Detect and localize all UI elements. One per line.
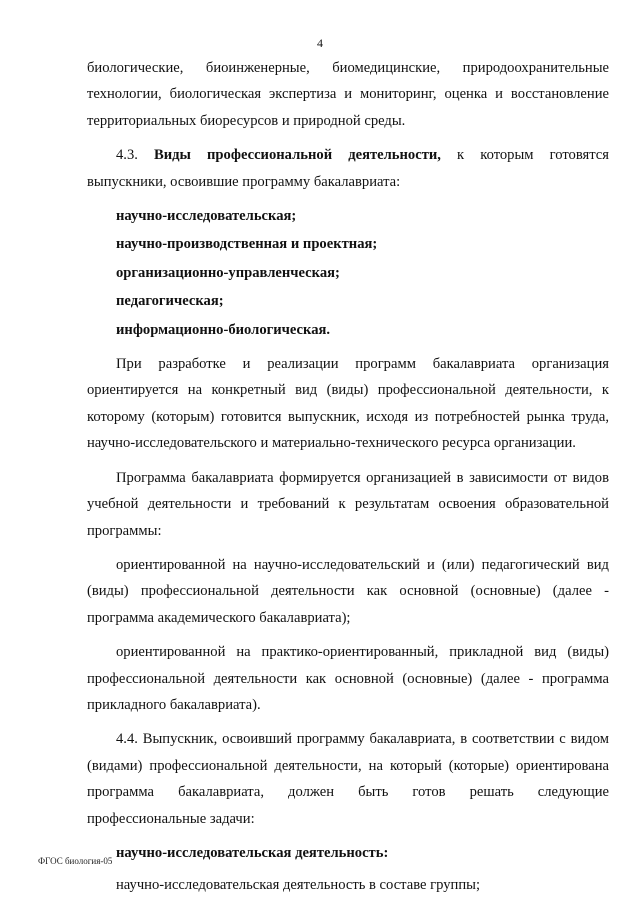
section-4-3-text: к которым готовятся выпускники, освоившие программу бакалавриата: (87, 147, 609, 190)
section-4-3-number: 4.3. (116, 147, 138, 164)
activity-type-item: научно-производственная и проектная; (116, 236, 378, 253)
formation-paragraph: Программа бакалавриата формируется организацией в зависимости от видов учебной деятельности и требований к результатам освоения образовательной программы: (87, 469, 609, 539)
section-4-3-paragraph (87, 142, 609, 195)
activity-types-list (87, 203, 609, 343)
document-body (87, 55, 609, 899)
intro-paragraph-tail: биологические, биоинженерные, биомедицинские, природоохранительные технологии, биологическая экспертиза и мониторинг, оценка и восстановление территориальных биоресурсов и природной среды. (87, 60, 609, 129)
page-number: 4 (317, 36, 323, 50)
research-activity-heading: научно-исследовательская деятельность: (116, 844, 389, 861)
footer-label: ФГОС биология-05 (38, 856, 113, 866)
activity-type-item: педагогическая; (116, 293, 224, 310)
development-paragraph: При разработке и реализации программ бакалавриата организация ориентируется на конкретный вид (виды) профессиональной деятельности, к которому (которым) готовится выпускник, исходя из потребностей рынка труда, научно-исследовательского и материально-технического ресурса организации. (87, 356, 609, 452)
section-4-4-paragraph: 4.4. Выпускник, освоивший программу бакалавриата, в соответствии с видом (видами) профессиональной деятельности, на который (которые) ориентирована программа бакалавриата, должен быть готов решать следующие профессиональные задачи: (87, 731, 609, 827)
activity-type-item: научно-исследовательская; (116, 208, 297, 225)
applied-bachelor-paragraph: ориентированной на практико-ориентированный, прикладной вид (виды) профессиональной деятельности как основной (основные) (далее - программа прикладного бакалавриата). (87, 644, 609, 713)
activity-type-item: организационно-управленческая; (116, 264, 340, 281)
research-task-item: научно-исследовательская деятельность в составе группы; (116, 877, 481, 894)
academic-bachelor-paragraph: ориентированной на научно-исследовательский и (или) педагогический вид (виды) профессиональной деятельности как основной (основные) (далее - программа академического бакалавриата); (87, 556, 609, 626)
activity-type-item: информационно-биологическая. (116, 321, 331, 338)
section-4-3-title: Виды профессиональной деятельности, (154, 147, 441, 164)
